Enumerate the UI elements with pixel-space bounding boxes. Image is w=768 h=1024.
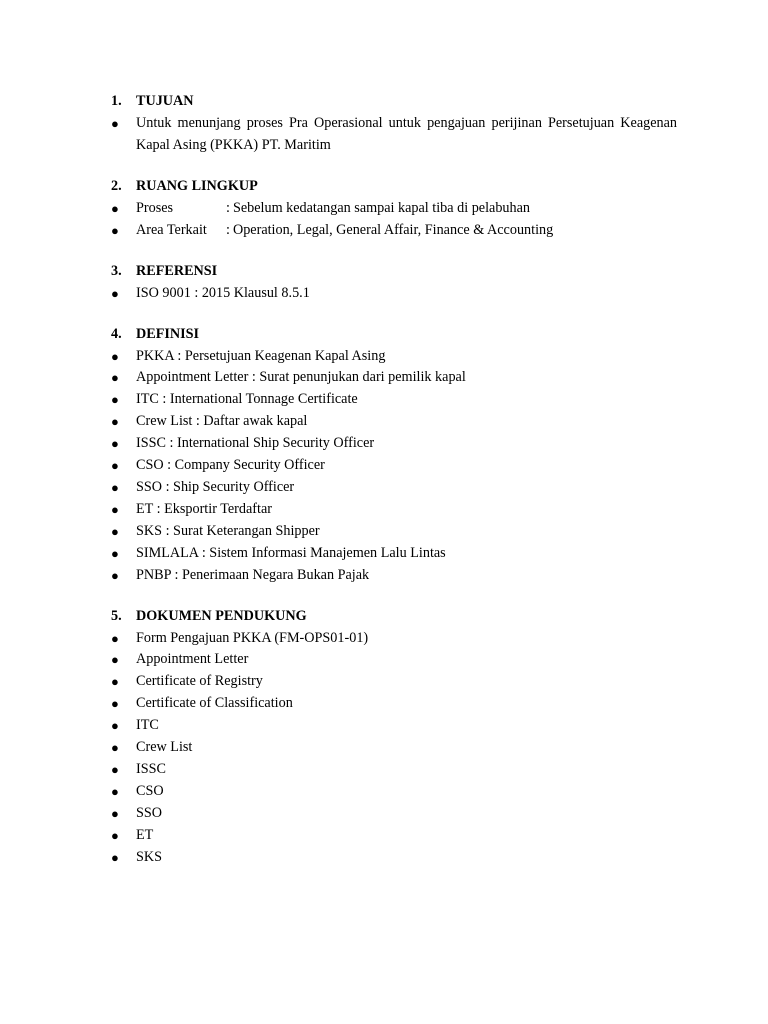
list-item <box>111 825 677 847</box>
bullet-icon: ● <box>111 285 119 301</box>
section-title: DOKUMEN PENDUKUNG <box>136 607 307 624</box>
list-item <box>111 649 677 671</box>
list-item <box>111 411 677 433</box>
list-item-text: Untuk menunjang proses Pra Operasional untuk pengajuan perijinan Persetujuan Keagenan Kapal Asing (PKKA) PT. Maritim <box>136 115 677 153</box>
list-item-text <box>136 220 677 242</box>
list-item-text: SKS <box>136 848 163 865</box>
item-key: Proses <box>136 199 174 216</box>
list-item-text: SSO <box>136 804 163 821</box>
bullet-icon: ● <box>111 849 119 865</box>
list-item <box>111 113 677 157</box>
list-item-text <box>136 198 677 220</box>
bullet-icon: ● <box>111 116 119 131</box>
section-referensi <box>111 261 677 305</box>
list-item-text: PKKA : Persetujuan Keagenan Kapal Asing <box>136 347 386 364</box>
item-separator: : <box>226 221 230 238</box>
list-item <box>111 737 677 759</box>
bullet-icon: ● <box>111 200 119 216</box>
list-item-text: ISSC <box>136 760 166 777</box>
list-item <box>111 346 677 368</box>
bullet-icon: ● <box>111 392 119 408</box>
bullet-icon: ● <box>111 222 119 238</box>
list-item-text: Appointment Letter : Surat penunjukan dari pemilik kapal <box>136 369 466 386</box>
bullet-icon: ● <box>111 436 119 452</box>
bullet-icon: ● <box>111 630 119 646</box>
item-value: Operation, Legal, General Affair, Finance & Accounting <box>232 221 554 238</box>
bullet-icon: ● <box>111 567 119 583</box>
section-number: 1. <box>111 93 122 109</box>
list-item-text: Certificate of Classification <box>136 695 293 712</box>
section-title: RUANG LINGKUP <box>136 177 258 194</box>
list-item <box>111 220 677 242</box>
bullet-icon: ● <box>111 761 119 777</box>
list-item <box>111 781 677 803</box>
section-heading <box>111 606 677 628</box>
section-heading <box>111 261 677 283</box>
section-definisi <box>111 324 677 587</box>
section-heading <box>111 176 677 198</box>
bullet-icon: ● <box>111 740 119 756</box>
section-number: 2. <box>111 177 122 194</box>
bullet-icon: ● <box>111 479 119 495</box>
list-item <box>111 389 677 411</box>
document-content <box>111 91 677 868</box>
section-heading <box>111 91 677 113</box>
bullet-icon: ● <box>111 348 119 364</box>
list-item-text: ITC : International Tonnage Certificate <box>136 391 358 408</box>
list-item-text: ISO 9001 : 2015 Klausul 8.5.1 <box>136 284 310 301</box>
list-item-text: SKS : Surat Keterangan Shipper <box>136 522 320 539</box>
list-item <box>111 543 677 565</box>
list-item-text: PNBP : Penerimaan Negara Bukan Pajak <box>136 566 370 583</box>
bullet-icon: ● <box>111 545 119 561</box>
list-item <box>111 433 677 455</box>
section-dokumen-pendukung <box>111 606 677 869</box>
list-item-text: ET <box>136 826 154 843</box>
list-item <box>111 455 677 477</box>
bullet-icon: ● <box>111 652 119 668</box>
section-heading <box>111 324 677 346</box>
bullet-icon: ● <box>111 674 119 690</box>
section-title: DEFINISI <box>136 325 200 342</box>
list-item <box>111 671 677 693</box>
list-item-text: ISSC : International Ship Security Officer <box>136 435 375 452</box>
list-item-text: SSO : Ship Security Officer <box>136 478 295 495</box>
list-item <box>111 198 677 220</box>
list-item-text: Form Pengajuan PKKA (FM-OPS01-01) <box>136 629 369 646</box>
list-item <box>111 565 677 587</box>
section-title: REFERENSI <box>136 262 218 279</box>
list-item-text: Appointment Letter <box>136 651 249 668</box>
item-separator: : <box>226 199 230 216</box>
list-item-text: Crew List : Daftar awak kapal <box>136 413 308 430</box>
item-value: Sebelum kedatangan sampai kapal tiba di pelabuhan <box>232 199 531 216</box>
item-key: Area Terkait <box>136 221 207 238</box>
bullet-icon: ● <box>111 696 119 712</box>
section-ruang-lingkup <box>111 176 677 242</box>
section-number: 5. <box>111 607 122 624</box>
list-item-text: SIMLALA : Sistem Informasi Manajemen Lalu Lintas <box>136 544 446 561</box>
section-tujuan <box>111 91 677 157</box>
bullet-icon: ● <box>111 523 119 539</box>
list-item-text: ITC <box>136 717 159 734</box>
list-item-text: ET : Eksportir Terdaftar <box>136 500 272 517</box>
list-item <box>111 367 677 389</box>
list-item <box>111 715 677 737</box>
list-item <box>111 803 677 825</box>
section-title: TUJUAN <box>136 93 194 109</box>
section-number: 3. <box>111 262 122 279</box>
list-item <box>111 477 677 499</box>
bullet-icon: ● <box>111 414 119 430</box>
bullet-icon: ● <box>111 783 119 799</box>
list-item <box>111 521 677 543</box>
section-number: 4. <box>111 325 122 342</box>
list-item <box>111 499 677 521</box>
list-item <box>111 693 677 715</box>
list-item <box>111 847 677 869</box>
bullet-icon: ● <box>111 805 119 821</box>
list-item-text: CSO <box>136 782 164 799</box>
list-item <box>111 759 677 781</box>
bullet-icon: ● <box>111 370 119 386</box>
bullet-icon: ● <box>111 501 119 517</box>
list-item <box>111 283 677 305</box>
bullet-icon: ● <box>111 718 119 734</box>
list-item-text: Crew List <box>136 739 193 756</box>
bullet-icon: ● <box>111 827 119 843</box>
list-item-text: CSO : Company Security Officer <box>136 457 325 474</box>
list-item <box>111 628 677 650</box>
list-item-text: Certificate of Registry <box>136 673 263 690</box>
bullet-icon: ● <box>111 458 119 474</box>
